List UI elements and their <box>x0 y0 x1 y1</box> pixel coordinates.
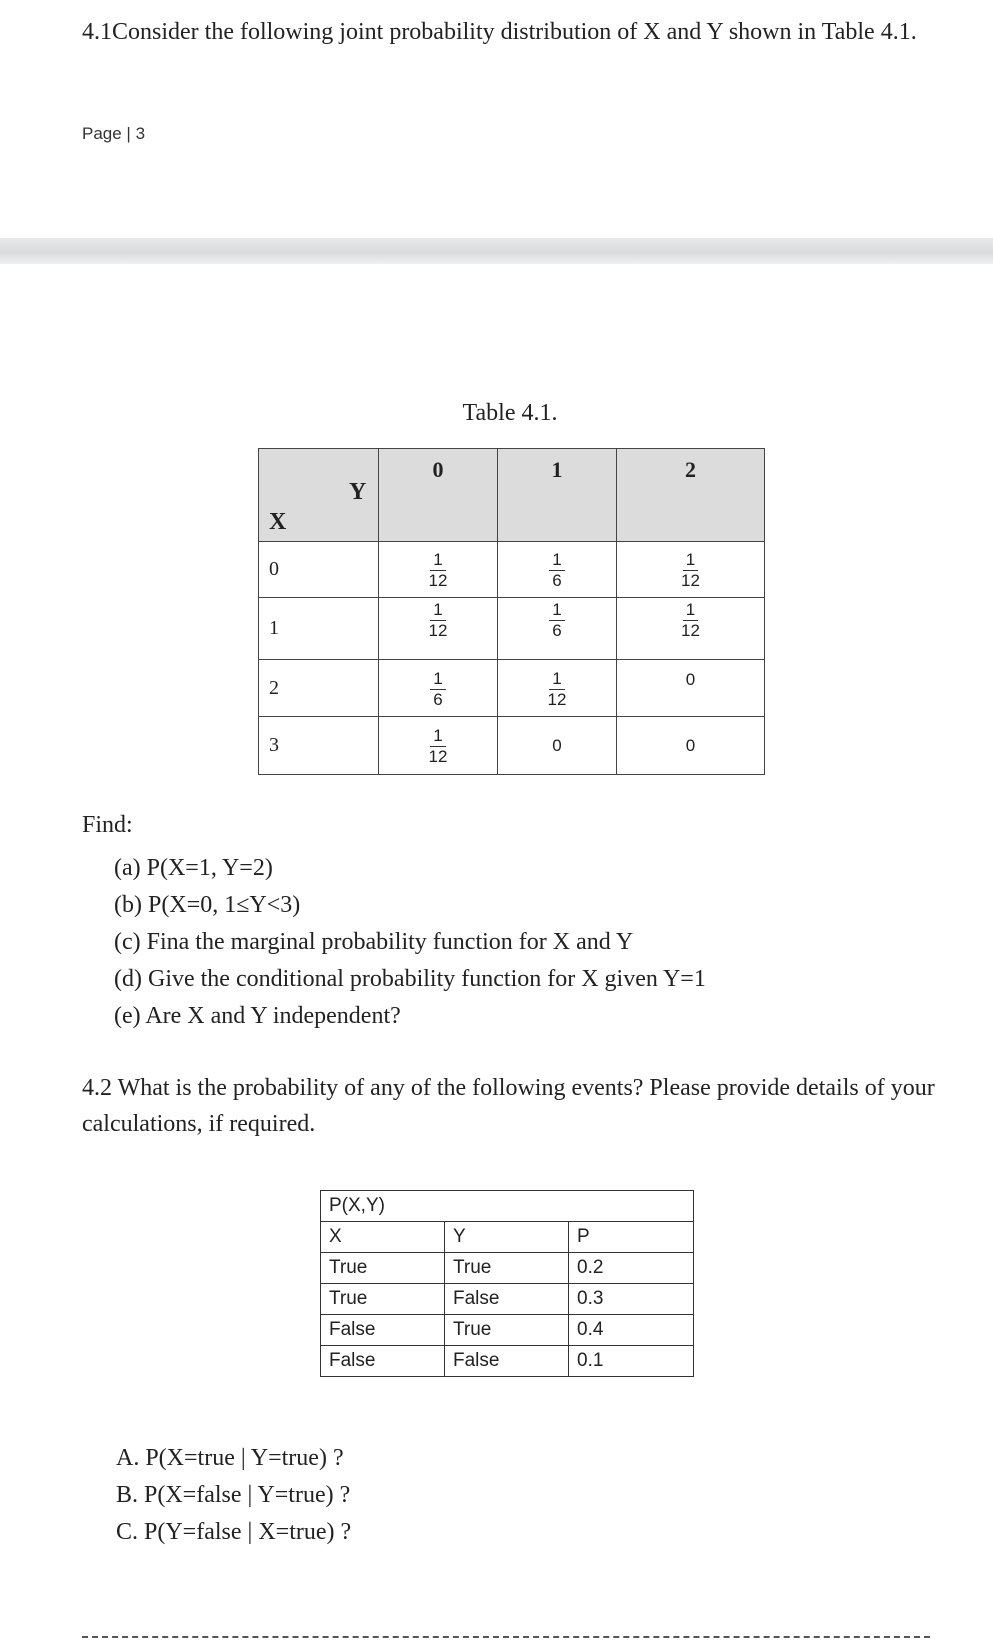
question-c: C. P(Y=false | X=true) ? <box>116 1519 352 1545</box>
table-row <box>259 542 765 598</box>
prob-cell <box>617 717 765 775</box>
x-cell: True <box>321 1253 445 1284</box>
find-item-c: (c) Fina the marginal probability function for X and Y <box>114 929 634 955</box>
find-item-d: (d) Give the conditional probability function for X given Y=1 <box>114 966 706 992</box>
x-cell: False <box>321 1315 445 1346</box>
fraction: $\frac{1}{6}$ <box>430 669 445 710</box>
prob-cell <box>498 717 617 775</box>
dashed-separator <box>82 1636 930 1638</box>
header-x: X <box>321 1222 445 1253</box>
y-cell: True <box>445 1253 569 1284</box>
fraction: $\frac{1}{12}$ <box>681 600 700 640</box>
question-a: A. P(X=true | Y=true) ? <box>116 1445 344 1471</box>
question-list <box>116 1440 351 1551</box>
prob-cell <box>498 660 617 717</box>
find-label: Find: <box>82 812 133 838</box>
question-b: B. P(X=false | Y=true) ? <box>116 1482 351 1508</box>
prob-cell <box>379 598 498 660</box>
y-cell: False <box>445 1346 569 1377</box>
table-row <box>321 1315 694 1346</box>
find-item-a: (a) P(X=1, Y=2) <box>114 855 273 881</box>
fraction: $\frac{1}{6}$ <box>549 600 564 641</box>
x-value-0: 0 <box>259 542 379 598</box>
x-cell: True <box>321 1284 445 1315</box>
question-4-1-intro: 4.1Consider the following joint probability distribution of X and Y shown in Table 4.1. <box>82 19 917 45</box>
prob-cell <box>379 542 498 598</box>
find-item-e: (e) Are X and Y independent? <box>114 1003 401 1029</box>
x-value-2: 2 <box>259 660 379 717</box>
y-value-2: 2 <box>685 457 696 482</box>
header-y: Y <box>445 1222 569 1253</box>
table-row <box>321 1284 694 1315</box>
zero-value: 0 <box>685 670 696 689</box>
fraction: $\frac{1}{6}$ <box>549 550 564 591</box>
y-axis-label: Y <box>349 479 367 505</box>
header-p: P <box>569 1222 694 1253</box>
find-list <box>114 850 706 1035</box>
fraction: $\frac{1}{12}$ <box>428 726 448 766</box>
prob-cell <box>617 542 765 598</box>
pxy-table <box>320 1190 694 1377</box>
pxy-header-row <box>321 1222 694 1253</box>
prob-cell <box>379 717 498 775</box>
zero-value: 0 <box>685 736 696 755</box>
find-item-b: (b) P(X=0, 1≤Y<3) <box>114 892 301 918</box>
zero-value: 0 <box>552 736 562 755</box>
prob-cell <box>498 542 617 598</box>
y-header-cell <box>379 449 498 542</box>
pxy-title: P(X,Y) <box>321 1191 694 1222</box>
x-value-3: 3 <box>259 717 379 775</box>
prob-cell <box>617 598 765 660</box>
fraction: $\frac{1}{12}$ <box>428 600 448 640</box>
axis-corner-cell <box>259 449 379 542</box>
pxy-title-row <box>321 1191 694 1222</box>
table-row <box>259 660 765 717</box>
table-row <box>259 598 765 660</box>
prob-cell <box>617 660 765 717</box>
fraction: $\frac{1}{12}$ <box>428 550 448 590</box>
x-axis-label: X <box>269 509 287 535</box>
table-row <box>259 717 765 775</box>
x-value-1: 1 <box>259 598 379 660</box>
fraction: $\frac{1}{12}$ <box>547 668 567 709</box>
table-row <box>321 1253 694 1284</box>
y-header-cell <box>498 449 617 542</box>
y-cell: True <box>445 1315 569 1346</box>
joint-probability-table <box>258 448 765 775</box>
question-4-2: 4.2 What is the probability of any of the following events? Please provide details of your calculations, if required. <box>82 1075 935 1137</box>
page-number: Page | 3 <box>82 124 146 143</box>
fraction: $\frac{1}{12}$ <box>681 550 700 590</box>
y-cell: False <box>445 1284 569 1315</box>
y-value-0: 0 <box>432 457 444 482</box>
prob-cell <box>379 660 498 717</box>
prob-cell <box>498 598 617 660</box>
y-value-1: 1 <box>551 457 563 482</box>
p-cell: 0.3 <box>569 1284 694 1315</box>
table-caption: Table 4.1. <box>462 400 558 426</box>
p-cell: 0.1 <box>569 1346 694 1377</box>
y-header-cell <box>617 449 765 542</box>
p-cell: 0.2 <box>569 1253 694 1284</box>
p-cell: 0.4 <box>569 1315 694 1346</box>
x-cell: False <box>321 1346 445 1377</box>
page-break-divider <box>0 238 993 264</box>
table-header-row <box>259 449 765 542</box>
table-row <box>321 1346 694 1377</box>
